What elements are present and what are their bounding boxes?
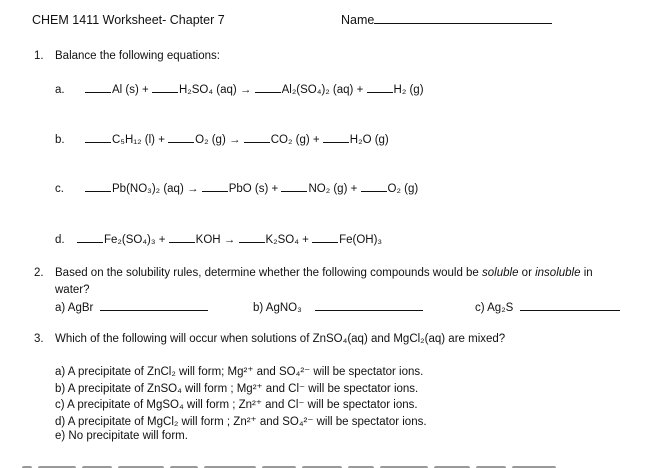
- arrow-icon: →: [239, 84, 252, 96]
- eq-term: Al₂(SO₄)₂ (aq): [281, 84, 354, 96]
- answer-blank[interactable]: [520, 309, 620, 311]
- name-field[interactable]: [341, 13, 553, 27]
- eq-term: Al (s): [112, 84, 139, 96]
- q2-item-b: [253, 302, 424, 314]
- eq-term: C₅H₁₂ (l): [112, 134, 155, 146]
- coefficient-blank[interactable]: [85, 190, 111, 192]
- q2-item-c: [475, 302, 621, 314]
- eq-term: Pb(NO₃)₂ (aq): [112, 183, 184, 195]
- eq-letter: a.: [55, 84, 65, 96]
- cutoff-text-line: [22, 462, 622, 468]
- answer-blank[interactable]: [100, 309, 208, 311]
- worksheet-title: CHEM 1411 Worksheet- Chapter 7: [32, 13, 225, 27]
- arrow-icon: →: [223, 234, 236, 246]
- q3-options: [55, 364, 427, 447]
- eq-term: CO₂ (g): [270, 134, 310, 146]
- eq-term: Fe(OH)₃: [339, 234, 383, 246]
- eq-op: +: [158, 234, 166, 246]
- coefficient-blank[interactable]: [244, 141, 270, 143]
- eq-term: H₂ (g): [393, 84, 424, 96]
- eq-term: H₂SO₄ (aq): [178, 84, 237, 96]
- eq-term: K₂SO₄: [265, 234, 299, 246]
- eq-term: NO₂ (g): [308, 183, 348, 195]
- q3-option-a[interactable]: a) A precipitate of ZnCl₂ will form; Mg²⁺ and SO₄²⁻ will be spectator ions.: [55, 366, 424, 378]
- q1-number: 1.: [34, 50, 44, 62]
- q3-option-c[interactable]: c) A precipitate of MgSO₄ will form ; Zn²⁺ and Cl⁻ will be spectator ions.: [55, 399, 418, 411]
- equation-b-body: [85, 134, 389, 146]
- coefficient-blank[interactable]: [168, 141, 194, 143]
- eq-term: O₂ (g): [195, 134, 226, 146]
- coefficient-blank[interactable]: [281, 190, 307, 192]
- name-label: Name: [341, 13, 375, 27]
- eq-letter: d.: [55, 234, 65, 246]
- eq-letter: b.: [55, 134, 65, 146]
- q2-text-before: Based on the solubility rules, determine whether the following compounds would be: [55, 267, 483, 279]
- q2-insoluble: insoluble: [535, 267, 581, 279]
- name-blank[interactable]: [374, 22, 552, 24]
- coefficient-blank[interactable]: [169, 241, 195, 243]
- eq-term: Fe₂(SO₄)₃: [104, 234, 156, 246]
- equation-d: [55, 234, 65, 246]
- arrow-icon: →: [186, 183, 199, 195]
- q3-option-b[interactable]: b) A precipitate of ZnSO₄ will form ; Mg²⁺ and Cl⁻ will be spectator ions.: [55, 382, 419, 395]
- eq-op: +: [271, 183, 279, 195]
- equation-a-body: [85, 84, 424, 96]
- coefficient-blank[interactable]: [323, 141, 349, 143]
- eq-op: +: [142, 84, 149, 96]
- q2-item-label: c) Ag₂S: [475, 302, 514, 314]
- equation-d-body: [77, 234, 382, 246]
- eq-letter: c.: [55, 183, 64, 195]
- equation-c: [55, 183, 64, 195]
- q2-item-label: b) AgNO₃: [253, 302, 302, 314]
- answer-blank[interactable]: [315, 309, 423, 311]
- q2-text-after: in: [580, 267, 593, 279]
- eq-term: KOH: [195, 234, 221, 246]
- equation-b: [55, 134, 65, 146]
- q2-text: [55, 267, 593, 279]
- q2-or: or: [518, 267, 536, 279]
- coefficient-blank[interactable]: [239, 241, 265, 243]
- eq-op: +: [302, 234, 309, 246]
- q2-item-a: [55, 302, 209, 314]
- eq-op: +: [356, 84, 364, 96]
- coefficient-blank[interactable]: [85, 141, 111, 143]
- eq-term: H₂O (g): [349, 134, 389, 146]
- eq-op: +: [350, 183, 358, 195]
- coefficient-blank[interactable]: [202, 190, 228, 192]
- coefficient-blank[interactable]: [85, 91, 111, 93]
- coefficient-blank[interactable]: [77, 241, 103, 243]
- arrow-icon: →: [229, 134, 241, 146]
- q2-number: 2.: [34, 267, 44, 279]
- equation-c-body: [85, 183, 418, 195]
- coefficient-blank[interactable]: [312, 241, 338, 243]
- q2-text-line2: water?: [55, 284, 90, 296]
- coefficient-blank[interactable]: [255, 91, 281, 93]
- q3-number: 3.: [34, 333, 44, 345]
- coefficient-blank[interactable]: [367, 91, 393, 93]
- coefficient-blank[interactable]: [152, 91, 178, 93]
- q2-soluble: soluble: [482, 267, 519, 279]
- eq-op: +: [158, 134, 165, 146]
- eq-term: PbO (s): [228, 183, 269, 195]
- q2-item-label: a) AgBr: [55, 302, 94, 314]
- coefficient-blank[interactable]: [361, 190, 387, 192]
- q3-option-e[interactable]: e) No precipitate will form.: [55, 430, 188, 442]
- q3-question: Which of the following will occur when solutions of ZnSO₄(aq) and MgCl₂(aq) are mixed?: [55, 333, 506, 345]
- q3-option-d[interactable]: d) A precipitate of MgCl₂ will form ; Zn²⁺ and SO₄²⁻ will be spectator ions.: [55, 415, 427, 428]
- eq-op: +: [312, 134, 320, 146]
- eq-term: O₂ (g): [387, 183, 419, 195]
- q1-text: Balance the following equations:: [55, 50, 220, 62]
- equation-a: [55, 84, 65, 96]
